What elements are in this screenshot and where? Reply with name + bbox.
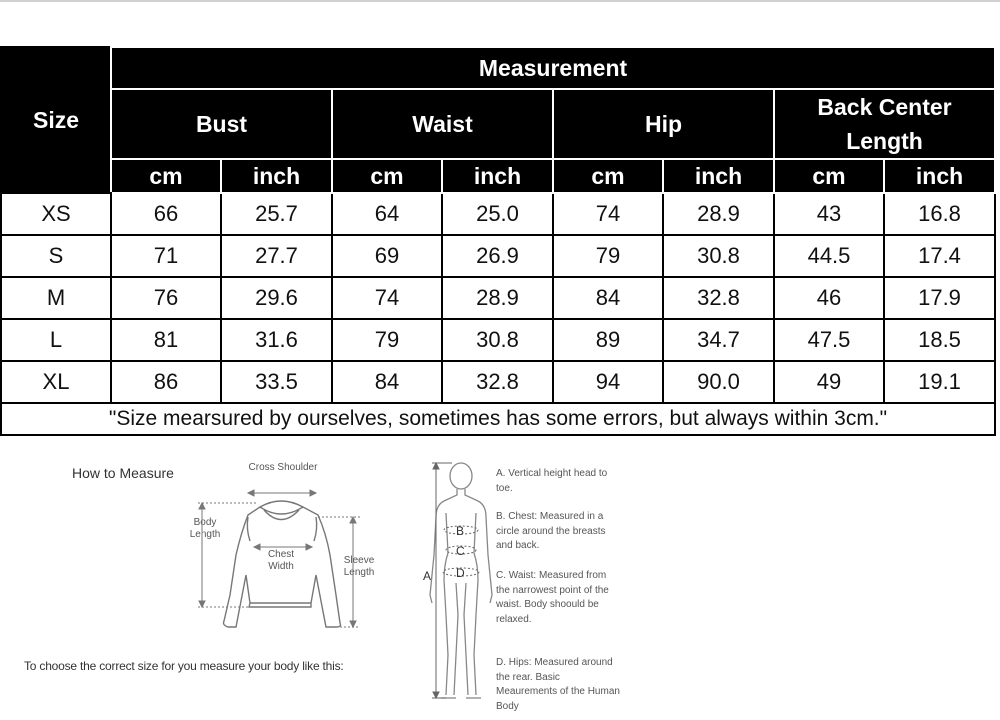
value-cell: 66 — [111, 193, 221, 235]
group-header-hip: Hip — [553, 89, 774, 159]
value-cell: 84 — [332, 361, 442, 403]
value-cell: 34.7 — [663, 319, 774, 361]
value-cell: 81 — [111, 319, 221, 361]
table-row — [1, 277, 995, 319]
value-cell: 30.8 — [663, 235, 774, 277]
value-cell: 28.9 — [442, 277, 553, 319]
measurement-header: Measurement — [111, 47, 995, 89]
marker-a: A — [423, 569, 432, 583]
value-cell: 44.5 — [774, 235, 884, 277]
shirt-illustration — [224, 501, 341, 627]
marker-c: C — [456, 544, 465, 558]
value-cell: 89 — [553, 319, 663, 361]
value-cell: 26.9 — [442, 235, 553, 277]
table-row — [1, 235, 995, 277]
value-cell: 49 — [774, 361, 884, 403]
measure-guide — [0, 455, 1000, 720]
unit-header: cm — [111, 159, 221, 193]
value-cell: 74 — [553, 193, 663, 235]
value-cell: 64 — [332, 193, 442, 235]
cross-shoulder-label: Cross Shoulder — [248, 462, 318, 473]
description-d: D. Hips: Measured around the rear. Basic Meaurements of the Human Body — [496, 657, 620, 712]
value-cell: 43 — [774, 193, 884, 235]
value-cell: 17.9 — [884, 277, 995, 319]
group-header-waist: Waist — [332, 89, 553, 159]
body-figure — [430, 463, 492, 698]
table-row — [1, 193, 995, 235]
body-length-label: Body Length — [189, 517, 221, 540]
table-row — [1, 361, 995, 403]
unit-header: cm — [332, 159, 442, 193]
unit-header: cm — [774, 159, 884, 193]
chest-width-label: Chest Width — [267, 549, 295, 572]
group-header-back-center-length: Back Center Length — [774, 89, 995, 159]
size-chart-table — [0, 46, 996, 436]
unit-header: inch — [442, 159, 553, 193]
value-cell: 90.0 — [663, 361, 774, 403]
value-cell: 19.1 — [884, 361, 995, 403]
size-cell: XS — [1, 193, 111, 235]
value-cell: 30.8 — [442, 319, 553, 361]
top-divider — [0, 0, 1000, 2]
value-cell: 18.5 — [884, 319, 995, 361]
value-cell: 47.5 — [774, 319, 884, 361]
size-cell: M — [1, 277, 111, 319]
value-cell: 46 — [774, 277, 884, 319]
value-cell: 28.9 — [663, 193, 774, 235]
value-cell: 31.6 — [221, 319, 332, 361]
unit-header: inch — [221, 159, 332, 193]
size-cell: XL — [1, 361, 111, 403]
value-cell: 86 — [111, 361, 221, 403]
unit-header: inch — [884, 159, 995, 193]
value-cell: 16.8 — [884, 193, 995, 235]
value-cell: 74 — [332, 277, 442, 319]
value-cell: 29.6 — [221, 277, 332, 319]
size-header: Size — [1, 47, 111, 193]
value-cell: 32.8 — [442, 361, 553, 403]
table-row — [1, 319, 995, 361]
value-cell: 79 — [553, 235, 663, 277]
value-cell: 76 — [111, 277, 221, 319]
size-cell: S — [1, 235, 111, 277]
instruction-text: To choose the correct size for you measure your body like this: — [24, 659, 344, 673]
sleeve-length-label: Sleeve Length — [343, 555, 375, 578]
size-cell: L — [1, 319, 111, 361]
marker-d: D — [456, 566, 465, 580]
measurement-note: "Size mearsured by ourselves, sometimes has some errors, but always within 3cm." — [1, 403, 995, 435]
value-cell: 32.8 — [663, 277, 774, 319]
unit-header: inch — [663, 159, 774, 193]
unit-header: cm — [553, 159, 663, 193]
value-cell: 17.4 — [884, 235, 995, 277]
value-cell: 71 — [111, 235, 221, 277]
value-cell: 69 — [332, 235, 442, 277]
group-header-bust: Bust — [111, 89, 332, 159]
description-c: C. Waist: Measured from the narrowest point of the waist. Body shoould be relaxed. — [496, 570, 609, 625]
guide-title: How to Measure — [72, 465, 174, 481]
value-cell: 27.7 — [221, 235, 332, 277]
value-cell: 84 — [553, 277, 663, 319]
value-cell: 94 — [553, 361, 663, 403]
value-cell: 33.5 — [221, 361, 332, 403]
value-cell: 25.0 — [442, 193, 553, 235]
value-cell: 25.7 — [221, 193, 332, 235]
description-b: B. Chest: Measured in a circle around the breasts and back. — [496, 511, 606, 551]
marker-b: B — [456, 524, 465, 538]
description-a: A. Vertical height head to toe. — [496, 468, 608, 494]
value-cell: 79 — [332, 319, 442, 361]
